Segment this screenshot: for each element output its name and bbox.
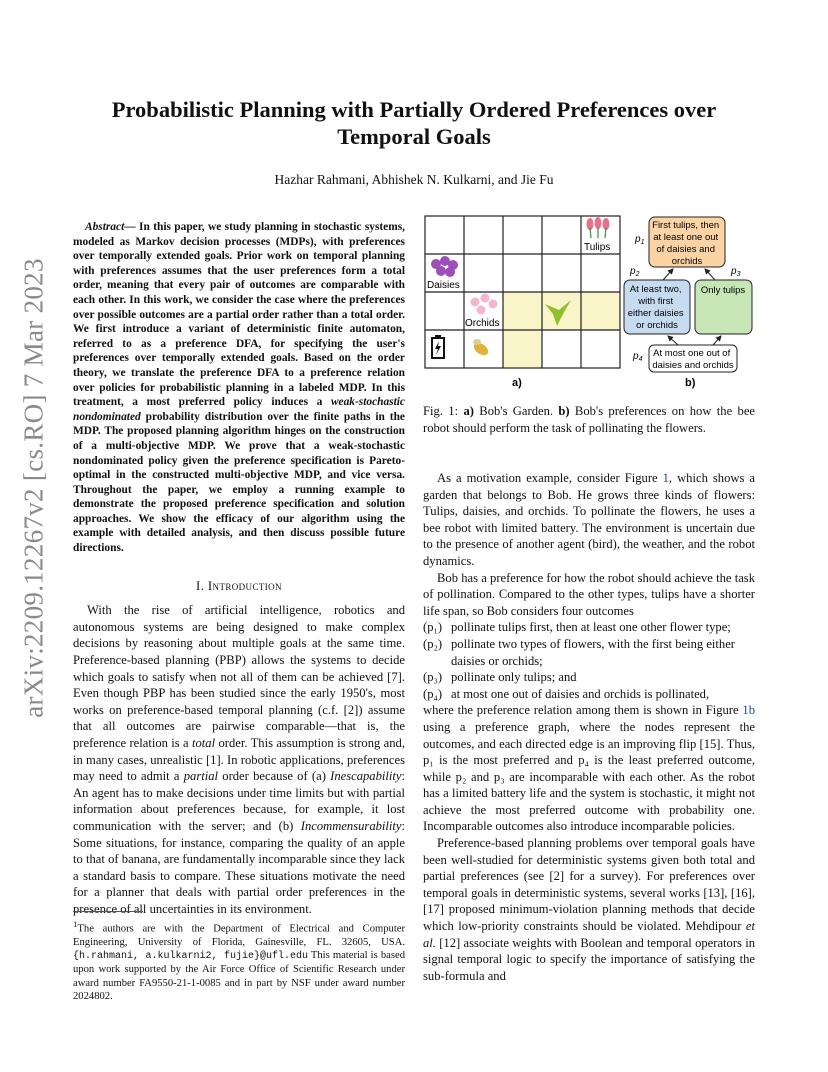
battery-icon — [432, 335, 444, 358]
tulip-icon — [587, 217, 610, 238]
orchid-icon — [471, 294, 498, 315]
daisy-icon — [431, 256, 458, 277]
left-column — [73, 220, 405, 918]
intro-paragraph: With the rise of artificial intelligence, robotics and autonomous systems are being designed to make complex decisions by reasoning about multiple goals at the same time. Preference-based planning (PBP) allows the systems to decide which goals to satisfy when not all of them can be achieved [7]. Even though PBP has been studied since the early 1950's, most works on preference-based temporal planning (c.f. [2]) assume that all outcomes are pairwise comparable—that is, the preference relation is a total order. This assumption is strong and, in many cases, unrealistic [1]. In robotic applications, preferences may need to admit a partial order because of (a) Inescapability: An agent has to make decisions under time limits but with partial information about preferences because, for example, it lost communication with the server; and (b) Incommensurability: Some situations, for instance, comparing the quality of an apple to that of banana, are fundamentally incomparable since they lack a standard basis to compare. These situations motivate the need for a planner that deals with partial order preferences in the presence of all uncertainties in its environment. — [73, 603, 405, 916]
p3-label: $p_3$ — [731, 266, 741, 278]
outcome-item: (p₁) pollinate tulips first, then at least one other flower type; — [423, 620, 731, 635]
figure-ref-link[interactable]: 1 — [662, 471, 669, 485]
motivation-paragraph: As a motivation example, consider Figure 1, which shows a garden that belongs to Bob. He grows three kinds of flowers: Tulips, daisies, and orchids. To pollinate the flowers, he uses a bee robot with limited battery. The environment is uncertain due to the presence of another agent (bird), the weather, and the robot dynamics. — [423, 471, 755, 568]
arxiv-identifier: arXiv:2209.12267v2 [cs.RO] 7 Mar 2023 — [18, 258, 49, 718]
outcome-item: (p₄) at most one out of daisies and orchids is pollinated, — [423, 686, 710, 701]
preference-paragraph: Bob has a preference for how the robot should achieve the task of pollination. Compared to the other types, tulips have a shorter life span, so Bob considers four outcomes — [423, 570, 755, 618]
footnote-rule — [73, 911, 143, 912]
tulips-label: Tulips — [584, 242, 611, 253]
outcome-item: (p₃) pollinate only tulips; and — [423, 670, 577, 685]
yellow-region-bottom — [502, 330, 542, 368]
figure-1 — [423, 214, 755, 394]
author-list: Hazhar Rahmani, Abhishek N. Kulkarni, and Jie Fu — [274, 172, 554, 187]
p4-node-text: At most one out of daisies and orchids — [652, 348, 734, 371]
right-column — [423, 470, 755, 984]
p2-label: $p_2$ — [630, 266, 640, 278]
figure-1b-ref-link[interactable]: 1b — [742, 703, 755, 718]
outcome-list — [423, 619, 755, 702]
footnote: $^1$The authors are with the Department of Electrical and Computer Engineering, University of Florida, Gainesville, FL. 32605, USA. {h.rahmani, a.kulkarni2, fujie}@ufl.edu This material is based upon work supported by the Air Force Office of Scientific Research under award number FA9550-21-1-0085 and in part by NSF under award number 2024802. — [73, 919, 405, 1003]
p2-node-text: At least two, with first either daisies or orchids — [627, 284, 684, 331]
p1-node-text: First tulips, then at least one out of daisies and orchids — [652, 220, 720, 267]
p4-label: $p_4$ — [633, 351, 643, 363]
panel-a-label: a) — [512, 377, 522, 389]
relation-paragraph: where the preference relation among them is shown in Figure 1b using a preference graph, where the nodes represent the outcomes, and each directed edge is an improving flip [15]. Thus, p₁ is the most preferred and p₄ is the least preferred outcome, while p₂ and p₃ are incomparable with each other. As the robot has a limited battery life and the system is stochastic, it might not achieve the most preferred outcome with probability one. Incomparable outcomes also introduce incomparable policies. — [423, 703, 755, 834]
abstract: Abstract— In this paper, we study planning in stochastic systems, modeled as Markov decision processes (MDPs), with preferences over temporally extended goals. Prior work on temporal planning with preferences assumes that the user preferences form a total order, meaning that every pair of outcomes are comparable with each other. In this work, we consider the case where the preferences over possible outcomes are a partial order rather than a total order. We first introduce a variant of deterministic finite automaton, referred to as a preference DFA, for specifying the user's preferences over temporally extended goals. Based on the order theory, we translate the preference DFA to a preference relation over policies for probabilistic planning in a labeled MDP. In this treatment, a most preferred policy induces a weak-stochastic nondominated probability distribution over the finite paths in the MDP. The proposed planning algorithm hinges on the construction of a multi-objective MDP. We prove that a weak-stochastic nondominated policy given the preference specification is Pareto-optimal in the constructed multi-objective MDP, and vice versa. Throughout the paper, we employ a running example to demonstrate the proposed preference specification and solution approaches. We show the efficacy of our algorithm using the example with detailed analysis, and then discuss possible future directions. — [73, 221, 405, 555]
daisies-label: Daisies — [427, 280, 460, 291]
paper-title: Probabilistic Planning with Partially Ordered Preferences over Temporal Goals — [111, 97, 717, 149]
figure-caption: Fig. 1: a) Bob's Garden. b) Bob's preferences on how the bee robot should perform the task of pollinating the flowers. — [423, 404, 755, 435]
outcome-item: (p₂) pollinate two types of flowers, with the first being either daisies or orchids; — [423, 636, 735, 668]
bee-icon — [472, 339, 491, 358]
related-work-paragraph: Preference-based planning problems over temporal goals have been well-studied for deterministic systems given both total and partial preferences (see [2] for a survey). For preferences over temporal goals in deterministic systems, several works [13], [16], [17] proposed minimum-violation planning methods that decide which low-priority constraints should be violated. Mehdipour et al. [12] associate weights with Boolean and temporal operators in signal temporal logic to specify the importance of satisfying the sub-formula and — [423, 836, 755, 983]
panel-b-label: b) — [685, 377, 696, 389]
p3-node-text: Only tulips — [700, 285, 746, 296]
orchids-label: Orchids — [465, 318, 500, 329]
section-heading-introduction: I. Introduction — [196, 578, 282, 593]
figure-svg — [423, 214, 755, 394]
p1-label: $p_1$ — [635, 234, 645, 246]
